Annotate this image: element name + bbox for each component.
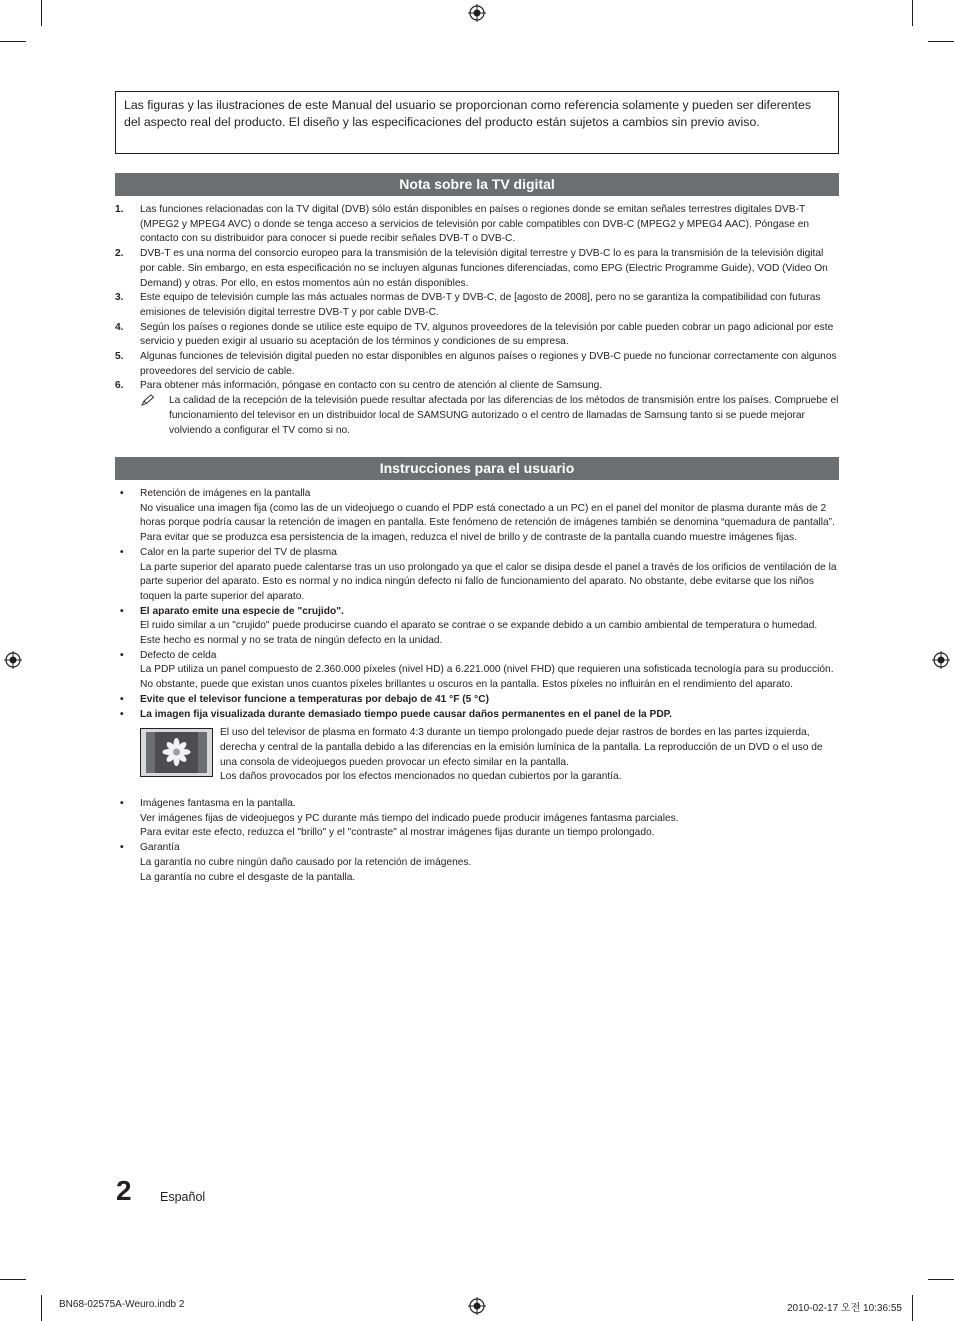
list-item — [115, 693, 839, 708]
item-title: Evite que el televisor funcione a temperaturas por debajo de 41 °F (5 °C) — [140, 693, 489, 705]
crop-mark-bottom-left-h — [0, 1279, 26, 1280]
note-text: La calidad de la recepción de la televisión puede resultar afectada por las diferencias de los métodos de transmisión entre los países. Compruebe el funcionamiento del televisor en un distribuidor local de SAMSUNG autorizado o el centro de llamadas de Samsung tanto si se puede mejorar volviendo a configurar el TV como si no. — [169, 395, 839, 436]
item-text: Las funciones relacionadas con la TV digital (DVB) sólo están disponibles en países o regiones donde se emitan señales terrestres digitales DVB-T (MPEG2 y MPEG4 AVC) o donde se tenga acceso a servicios de televisión por cable compatibles con DVB-C (MPEG2 y MPEG4 AAC). Póngase en contacto con su distribuidor para conocer si puede recibir señales DVB-T o DVB-C. — [140, 204, 810, 245]
list-item — [115, 321, 839, 350]
bullet: • — [120, 708, 124, 720]
list-item — [115, 291, 839, 320]
registration-mark-icon — [932, 651, 950, 669]
footer-file-name: BN68-02575A-Weuro.indb 2 — [59, 1299, 185, 1310]
item-text: Este equipo de televisión cumple las más actuales normas de DVB-T y DVB-C, de [agosto de 2008], pero no se garantiza la compatibilidad con futuras emisiones de televisión digital terrestre DVB-T y por cable DVB-C. — [140, 292, 821, 318]
bullet: • — [120, 488, 124, 499]
list-item — [115, 203, 839, 247]
item-text: Ver imágenes fijas de videojuegos y PC durante más tiempo del indicado puede producir imágenes fantasma parciales. — [140, 812, 679, 824]
page-number: 2 — [116, 1175, 132, 1206]
bullet: • — [120, 842, 124, 854]
list-item — [115, 546, 839, 605]
item-text: El ruido similar a un "crujido" puede producirse cuando el aparato se contrae o se expande debido a un cambio ambiental de temperatura o humedad. Este hecho es normal y no se trata de ningún defecto en la unidad. — [140, 620, 818, 647]
item-title: Defecto de celda — [140, 649, 217, 661]
item-text: La garantía no cubre ningún daño causado por la retención de imágenes. — [140, 856, 472, 868]
item-number: 1. — [115, 204, 124, 215]
registration-mark-icon — [468, 4, 486, 22]
item-text: Según los países o regiones donde se utilice este equipo de TV, algunos proveedores de la televisión por cable pueden cobrar un pago adicional por este servicio y pueden exigir al usuario su aceptación de los términos y condiciones de su empresa. — [140, 321, 834, 348]
item-number: 4. — [115, 321, 124, 333]
pencil-icon — [141, 394, 155, 406]
list-item — [115, 487, 839, 546]
tv-screen-image — [140, 728, 213, 777]
list-item — [115, 605, 839, 649]
item-number: 6. — [115, 380, 124, 392]
item-title: El aparato emite una especie de "crujido". — [140, 605, 344, 617]
disclaimer-box: Las figuras y las ilustraciones de este Manual del usuario se proporcionan como referencia solamente y pueden ser diferentes del aspecto real del producto. El diseño y las especificaciones del producto están sujetos a cambios sin previo aviso. — [115, 91, 839, 154]
crop-mark-top-left-h — [0, 41, 26, 42]
item-text: No visualice una imagen fija (como las de un videojuego o cuando el PDP está conectado a un PC) en el panel del monitor de plasma durante más de 2 horas porque podría causar la retención de imagen en pantalla. Este fenómeno de retención de imágenes también se denomina “quemadura de pantalla”. Para evitar que se produzca esa persistencia de la imagen, reduzca el nivel de brillo y de contraste de la pantalla cuando muestre imágenes fijas. — [140, 502, 835, 544]
item-number: 3. — [115, 292, 124, 304]
digital-tv-list — [115, 203, 839, 438]
list-item — [115, 247, 839, 291]
item-title: Garantía — [140, 842, 180, 854]
item-text: Para obtener más información, póngase en contacto con su centro de atención al cliente de Samsung. — [140, 380, 603, 392]
footer-timestamp: 2010-02-17 오전 10:36:55 — [787, 1303, 902, 1314]
item-title: Calor en la parte superior del TV de plasma — [140, 546, 337, 558]
list-item — [115, 350, 839, 379]
image-retention-example — [115, 726, 839, 785]
crop-mark-top-left-v — [41, 0, 42, 26]
registration-mark-icon — [4, 651, 22, 669]
item-number: 5. — [115, 351, 124, 363]
list-item — [115, 797, 839, 841]
item-title: Retención de imágenes en la pantalla — [140, 488, 311, 499]
crop-mark-bottom-left-v — [41, 1295, 42, 1321]
section-header-digital-tv: Nota sobre la TV digital — [115, 173, 839, 196]
crop-mark-top-right-v — [912, 0, 913, 26]
item-text: DVB-T es una norma del consorcio europeo para la transmisión de la televisión digital terrestre y DVB-C lo es para la transmisión de la televisión digital por cable. Sin embargo, en esta especificación no se incluyen algunas funciones diferenciadas, como EPG (Electric Programme Guide), VOD (Video On Demand) y otras. Por ello, en estos momentos aún no están disponibles. — [140, 248, 828, 289]
item-number: 2. — [115, 248, 124, 260]
item-title: Imágenes fantasma en la pantalla. — [140, 798, 296, 810]
user-instructions-list — [115, 487, 839, 885]
item-text: La PDP utiliza un panel compuesto de 2.360.000 píxeles (nivel HD) a 6.221.000 (nivel FHD) que requieren una sofisticada tecnología para su producción. No obstante, puede que existan unos cuantos píxeles brillantes u oscuros en la pantalla. Estos píxeles no influirán en el rendimiento del aparato. — [140, 664, 834, 691]
image-caption: El uso del televisor de plasma en formato 4:3 durante un tiempo prolongado puede dejar rastros de bordes en las partes izquierda, derecha y central de la pantalla debido a las diferencias en la emisión lumínica de la pantalla. La reproducción de un DVD o el uso de una consola de videojuegos pueden provocar un efecto similar en la pantalla. — [220, 727, 823, 768]
list-item — [115, 841, 839, 885]
item-text: Para evitar este efecto, reduzca el "brillo" y el "contraste" al mostrar imágenes fijas durante un tiempo prolongado. — [140, 827, 655, 839]
bullet: • — [120, 798, 124, 810]
item-text: La garantía no cubre el desgaste de la pantalla. — [140, 871, 356, 883]
bullet: • — [120, 605, 124, 617]
section-header-user-instructions: Instrucciones para el usuario — [115, 457, 839, 480]
note — [115, 394, 839, 438]
bullet: • — [120, 693, 124, 705]
bullet: • — [120, 546, 124, 558]
crop-mark-bottom-right-h — [928, 1279, 954, 1280]
item-text: Algunas funciones de televisión digital pueden no estar disponibles en algunos países o regiones y DVB-C puede no funcionar correctamente con algunos proveedores del servicio de cable. — [140, 351, 837, 377]
list-item — [115, 379, 839, 394]
image-caption-warranty: Los daños provocados por los efectos mencionados no quedan cubiertos por la garantía. — [220, 771, 622, 783]
list-item — [115, 649, 839, 693]
crop-mark-top-right-h — [928, 41, 954, 42]
language-label: Español — [160, 1190, 206, 1204]
registration-mark-icon — [468, 1297, 486, 1315]
crop-mark-bottom-right-v — [912, 1295, 913, 1321]
bullet: • — [120, 649, 124, 661]
item-title: La imagen fija visualizada durante demasiado tiempo puede causar daños permanentes en el panel de la PDP. — [140, 708, 672, 720]
list-item — [115, 708, 839, 723]
item-text: La parte superior del aparato puede calentarse tras un uso prolongado ya que el calor se disipa desde el panel a través de los orificios de ventilación de la parte superior del aparato. Esto es normal y no indica ningún defecto ni fallo de funcionamiento del aparato. No obstante, debe evitarse que los niños toquen la parte superior del aparato. — [140, 561, 837, 602]
